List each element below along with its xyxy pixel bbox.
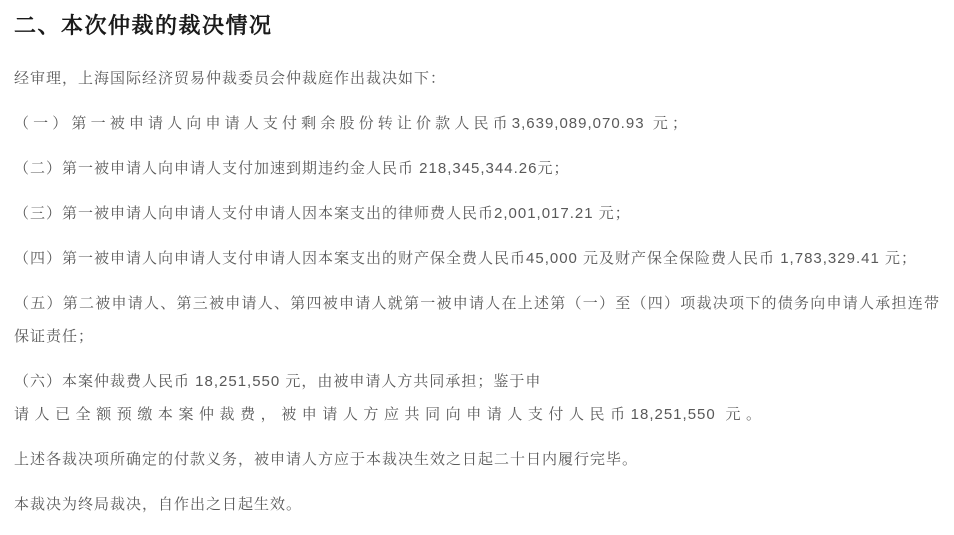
award-item-3: [14, 197, 940, 230]
text-line: 经审理，上海国际经济贸易仲裁委员会仲裁庭作出裁决如下：: [14, 70, 447, 87]
text-line: （四）第一被申请人向申请人支付申请人因本案支出的财产保全费人民币45,000 元及财产保全保险费人民币 1,783,329.41 元；: [14, 250, 917, 267]
text-line: （一）第一被申请人向申请人支付剩余股份转让价款人民币3,639,089,070.93 元；: [14, 115, 688, 132]
text-line: （三）第一被申请人向申请人支付申请人因本案支出的律师费人民币2,001,017.21 元；: [14, 205, 631, 222]
text-line: 本裁决为终局裁决，自作出之日起生效。: [14, 496, 303, 513]
award-item-6: [14, 365, 940, 431]
text-line: （二）第一被申请人向申请人支付加速到期违约金人民币 218,345,344.26元；: [14, 160, 570, 177]
award-item-5: [14, 287, 940, 353]
text-line: 请人已全额预缴本案仲裁费，被申请人方应共同向申请人支付人民币18,251,550 元。: [14, 406, 762, 423]
paragraph-intro: [14, 62, 940, 95]
text-line: 保证责任；: [14, 328, 95, 345]
paragraph-performance-deadline: [14, 443, 940, 476]
text-line: （六）本案仲裁费人民币 18,251,550 元，由被申请人方共同承担；鉴于申: [14, 373, 542, 390]
award-item-4: [14, 242, 940, 275]
text-line: （五）第二被申请人、第三被申请人、第四被申请人就第一被申请人在上述第（一）至（四）项裁决项下的债务向申请人承担连带: [14, 295, 940, 312]
text-line: 上述各裁决项所确定的付款义务，被申请人方应于本裁决生效之日起二十日内履行完毕。: [14, 451, 639, 468]
paragraph-final-award: [14, 488, 940, 521]
section-heading: 二、本次仲裁的裁决情况: [14, 13, 273, 38]
award-item-1: [14, 107, 940, 140]
award-item-2: [14, 152, 940, 185]
